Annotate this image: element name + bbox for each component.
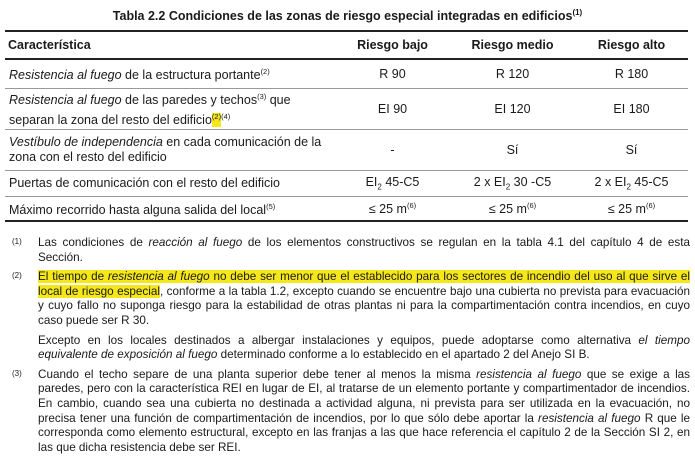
highlighted-text: El tiempo de resistencia al fuego no debe ser menor que el establecido para los sectores de incendio del uso al que sirve el local de riesgo especial [38,270,691,298]
header-riesgo-bajo: Riesgo bajo [357,38,428,52]
cell-low: R 90 [379,66,406,81]
cell-medium: EI 120 [494,101,531,116]
table-row [5,59,688,88]
cell-high: ≤ 25 $m^{(6)}$ [607,200,656,216]
cell-medium: 2 x $EI_2$ 30 -C5 [473,174,552,192]
footnote-marker: (3) [12,368,22,378]
row-label: Máximo recorrido hasta alguna salida del local$^{(5)}$ [9,201,276,217]
cell-low: - [390,142,395,157]
table-title: Tabla 2.2 Condiciones de las zonas de riesgo especial integradas en edificios$^{(1)}$ [112,8,583,24]
row-label: Puertas de comunicación con el resto del edificio [9,175,280,190]
footnote-marker: (1) [12,237,22,246]
cell-low: EI 90 [377,101,408,116]
footnote-text: Las condiciones de reacción al fuego de los elementos constructivos se regulan en la tabla 4.1 del capítulo 4 de esta Sección. [38,236,691,264]
table-row [5,129,688,170]
cell-low: ≤ 25 $m^{(6)}$ [368,200,417,216]
table-row [5,196,688,221]
header-riesgo-medio: Riesgo medio [471,38,554,52]
footnote-text: Cuando el techo separe de una planta superior debe tener al menos la misma resistencia al fuego que se exige a las paredes, pero con la característica REI en lugar de EI, al tratarse de un elemento portante y compartimentador de incendios. En cambio, cuando sea una cubierta no destinada a actividad alguna, ni prevista para ser utilizada en la evacuación, no precisa tener una función de compartimentación de incendios, por lo que sólo debe aportar la resistencia al fuego R que le corresponda como elemento estructural, excepto en las franjas a las que hace referencia el capítulo 2 de la Sección SI 2, en las que dicha resistencia debe ser REI. [38,367,691,454]
cell-medium: R 120 [495,66,530,81]
footnote-2 [12,270,690,363]
cell-high: EI 180 [613,101,650,116]
highlight-mark: (2) [212,113,221,127]
table-header-row [5,31,688,59]
header-caracteristica: Característica [8,38,91,52]
cell-high: 2 x $EI_2$ 45-C5 [594,174,669,192]
row-label: Resistencia al fuego de la estructura portante$^{(2)}$ [9,67,270,83]
header-riesgo-alto: Riesgo alto [597,38,666,52]
cell-medium: ≤ 25 $m^{(6)}$ [488,200,537,216]
footnote-1 [12,236,690,265]
risk-zone-table [5,30,688,222]
row-label: Vestíbulo de independencia en cada comunicación de la zona con el resto del edificio [9,134,322,164]
cell-low: $EI_2$ 45-C5 [365,174,420,192]
footnote-3 [12,368,690,456]
footnote-marker: (2) [12,271,22,281]
cell-high: Sí [625,142,638,157]
table-row [5,88,688,129]
row-label: Resistencia al fuego de las paredes y techos$^{(3)}$ que separan la zona del resto del edificio$^{(2)(4)}$ [9,92,291,127]
cell-high: R 180 [614,66,649,81]
footnotes [12,236,690,460]
footnote-text: El tiempo de resistencia al fuego no debe ser menor que el establecido para los sectores de incendio del uso al que sirve el local de riesgo especial, conforme a la tabla 1.2, excepto cuando se encuentre bajo una cubierta no prevista para evacuación y cuyo fallo no suponga riesgo para la estabilidad de otras plantas ni para la compartimentación contra incendios, en cuyo caso puede ser R 30. Excepto en los locales destinados a albergar instalaciones y equipos, puede adoptarse como alternativa el tiempo equivalente de exposición al fuego determinado conforme a lo establecido en el apartado 2 del Anejo SI B. [38,270,691,362]
cell-medium: Sí [506,142,519,157]
table-row [5,170,688,196]
